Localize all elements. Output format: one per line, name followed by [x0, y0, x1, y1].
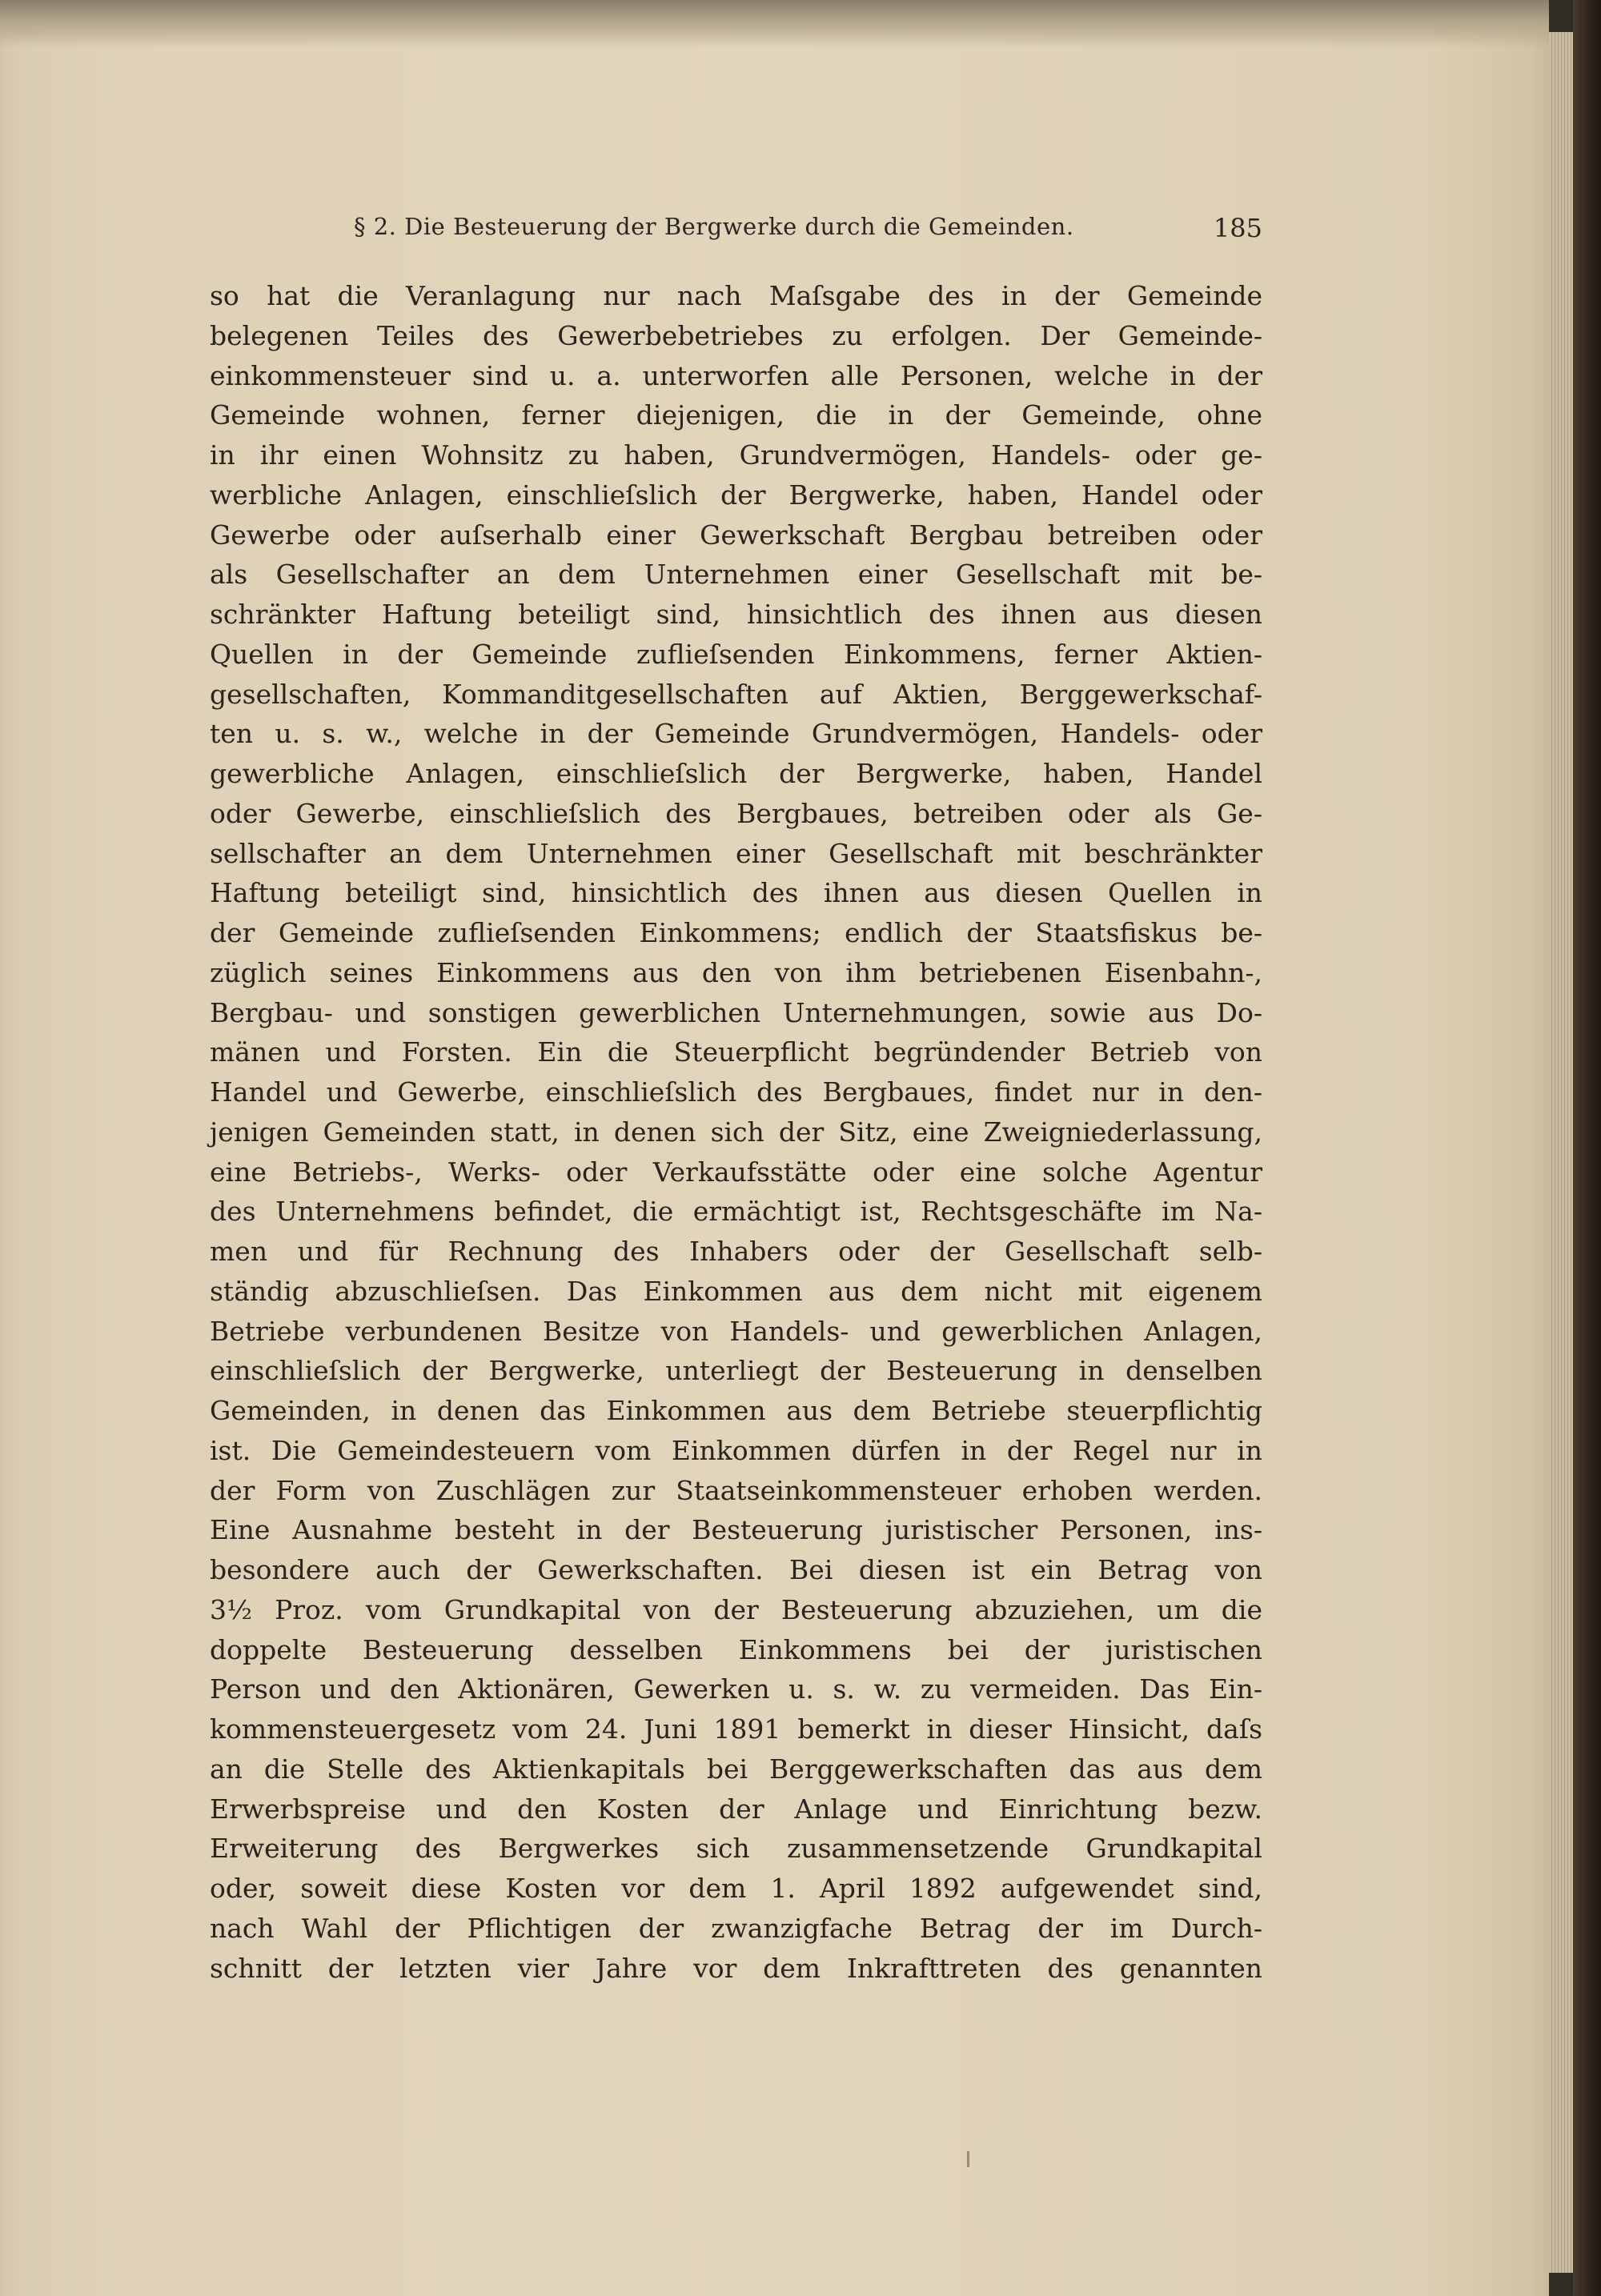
text-line: mänen und Forsten. Ein die Steuerpflicht begründender Betrieb von: [210, 1036, 1262, 1068]
text-line: kommensteuergesetz vom 24. Juni 1891 bemerkt in dieser Hinsicht, daſs: [210, 1713, 1262, 1745]
page-number: 185: [1213, 213, 1262, 243]
text-line: oder Gewerbe, einschlieſslich des Bergbaues, betreiben oder als Ge-: [210, 797, 1262, 829]
text-line: werbliche Anlagen, einschlieſslich der Bergwerke, haben, Handel oder: [210, 479, 1262, 511]
pencil-mark: [967, 2151, 969, 2167]
text-line: einkommensteuer sind u. a. unterworfen alle Personen, welche in der: [210, 359, 1262, 391]
text-line: ist. Die Gemeindesteuern vom Einkommen dürfen in der Regel nur in: [210, 1434, 1262, 1466]
text-line: Handel und Gewerbe, einschlieſslich des Bergbaues, findet nur in den-: [210, 1076, 1262, 1108]
text-line: Bergbau- und sonstigen gewerblichen Unternehmungen, sowie aus Do-: [210, 996, 1262, 1028]
text-line: schnitt der letzten vier Jahre vor dem Inkrafttreten des genannten: [210, 1952, 1262, 1984]
text-line: Quellen in der Gemeinde zuflieſsenden Einkommens, ferner Aktien-: [210, 638, 1262, 670]
text-line: gewerbliche Anlagen, einschlieſslich der Bergwerke, haben, Handel: [210, 758, 1262, 789]
text-line: schränkter Haftung beteiligt sind, hinsichtlich des ihnen aus diesen: [210, 599, 1262, 630]
text-line: Erwerbspreise und den Kosten der Anlage und Einrichtung bezw.: [210, 1793, 1262, 1825]
text-line: so hat die Veranlagung nur nach Maſsgabe des in der Gemeinde: [210, 280, 1262, 311]
text-line: Erweiterung des Bergwerkes sich zusammensetzende Grundkapital: [210, 1833, 1262, 1865]
text-line: besondere auch der Gewerkschaften. Bei diesen ist ein Betrag von: [210, 1554, 1262, 1585]
text-line: Eine Ausnahme besteht in der Besteuerung juristischer Personen, ins-: [210, 1514, 1262, 1546]
text-line: ständig abzuschlieſsen. Das Einkommen aus dem nicht mit eigenem: [210, 1275, 1262, 1307]
text-line: in ihr einen Wohnsitz zu haben, Grundvermögen, Handels- oder ge-: [210, 439, 1262, 471]
text-line: sellschafter an dem Unternehmen einer Gesellschaft mit beschränkter: [210, 837, 1262, 869]
text-line: jenigen Gemeinden statt, in denen sich der Sitz, eine Zweigniederlassung,: [210, 1116, 1262, 1148]
text-line: einschlieſslich der Bergwerke, unterliegt der Besteuerung in denselben: [210, 1355, 1262, 1387]
text-line: als Gesellschafter an dem Unternehmen einer Gesellschaft mit be-: [210, 559, 1262, 591]
text-line: ten u. s. w., welche in der Gemeinde Grundvermögen, Handels- oder: [210, 718, 1262, 750]
body-text: [210, 276, 1262, 2037]
running-header: [210, 210, 1262, 246]
text-line: gesellschaften, Kommanditgesellschaften auf Aktien, Berggewerkschaf-: [210, 678, 1262, 710]
text-line: [210, 1988, 1262, 2028]
page-stack-edge: [1549, 32, 1573, 2273]
text-line: eine Betriebs-, Werks- oder Verkaufsstätte oder eine solche Agentur: [210, 1156, 1262, 1188]
header-title: § 2. Die Besteuerung der Bergwerke durch die Gemeinden.: [354, 213, 1074, 240]
text-line: der Gemeinde zuflieſsenden Einkommens; endlich der Staatsfiskus be-: [210, 917, 1262, 948]
text-line: 3½ Proz. vom Grundkapital von der Besteuerung abzuziehen, um die: [210, 1593, 1262, 1625]
text-line: Person und den Aktionären, Gewerken u. s. w. zu vermeiden. Das Ein-: [210, 1673, 1262, 1705]
text-line: Haftung beteiligt sind, hinsichtlich des ihnen aus diesen Quellen in: [210, 877, 1262, 909]
text-line: belegenen Teiles des Gewerbebetriebes zu erfolgen. Der Gemeinde-: [210, 319, 1262, 351]
text-line: Gewerbe oder auſserhalb einer Gewerkschaft Bergbau betreiben oder: [210, 519, 1262, 551]
text-line: der Form von Zuschlägen zur Staatseinkommensteuer erhoben werden.: [210, 1474, 1262, 1506]
text-line: men und für Rechnung des Inhabers oder der Gesellschaft selb-: [210, 1236, 1262, 1267]
text-line: an die Stelle des Aktienkapitals bei Berggewerkschaften das aus dem: [210, 1753, 1262, 1785]
page-top-edge: [0, 0, 1549, 48]
text-line: Gemeinde wohnen, ferner diejenigen, die in der Gemeinde, ohne: [210, 399, 1262, 431]
text-line: doppelte Besteuerung desselben Einkommens bei der juristischen: [210, 1633, 1262, 1665]
text-line: züglich seines Einkommens aus den von ihm betriebenen Eisenbahn-,: [210, 956, 1262, 988]
book-cover-edge: [1573, 0, 1601, 2296]
text-line: oder, soweit diese Kosten vor dem 1. April 1892 aufgewendet sind,: [210, 1873, 1262, 1904]
text-line: nach Wahl der Pflichtigen der zwanzigfache Betrag der im Durch-: [210, 1912, 1262, 1944]
text-line: des Unternehmens befindet, die ermächtigt ist, Rechtsgeschäfte im Na-: [210, 1196, 1262, 1228]
text-line: Gemeinden, in denen das Einkommen aus dem Betriebe steuerpflichtig: [210, 1395, 1262, 1426]
text-line: Betriebe verbundenen Besitze von Handels- und gewerblichen Anlagen,: [210, 1315, 1262, 1347]
